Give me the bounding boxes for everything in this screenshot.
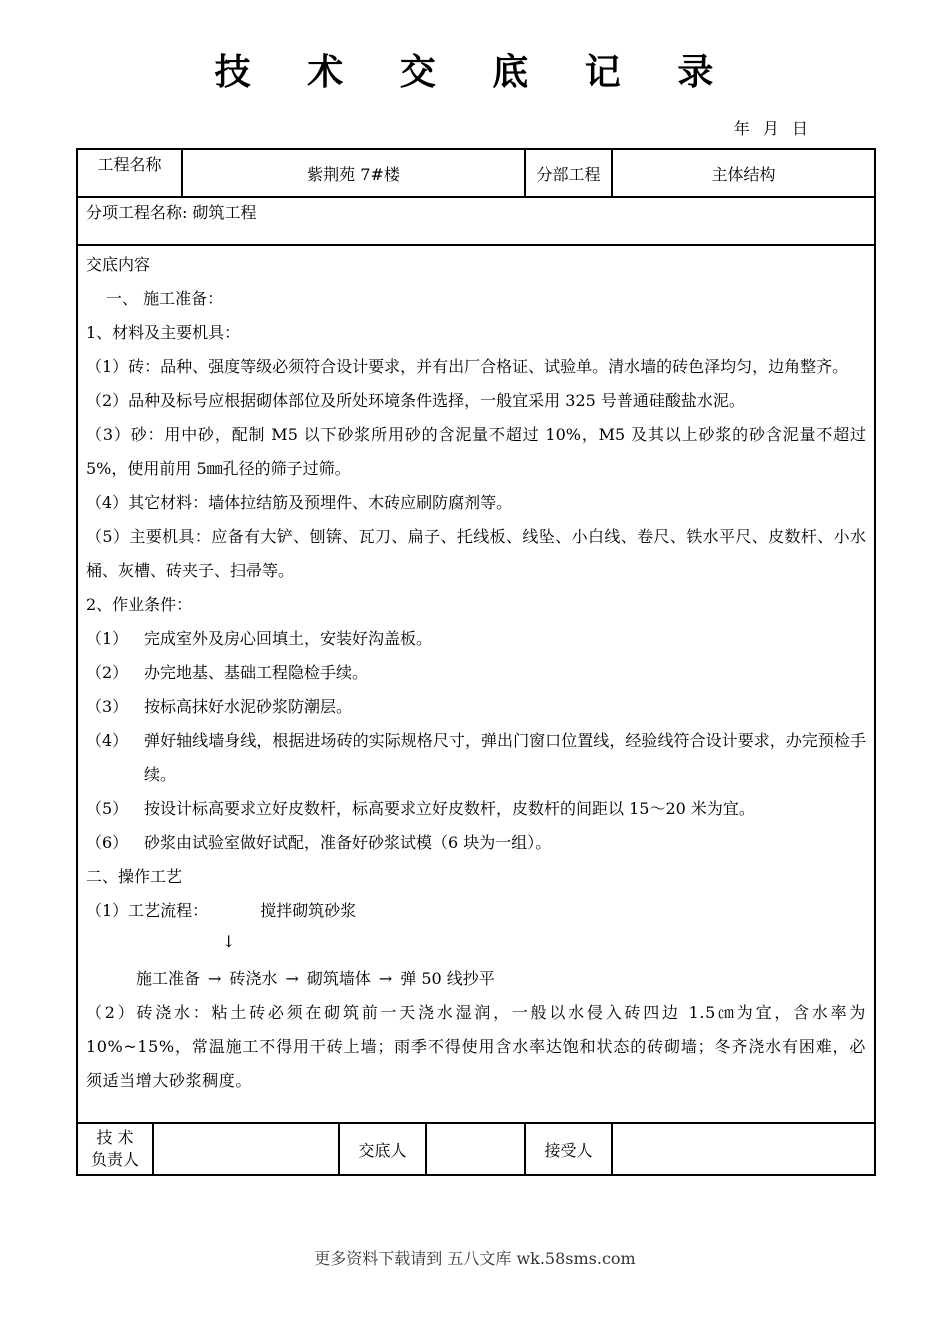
condition-text: 完成室外及房心回填土，安装好沟盖板。 (144, 629, 433, 648)
condition-item (86, 792, 866, 826)
tech-lead-label-line1: 技 术 (96, 1128, 134, 1147)
condition-num: （2） (86, 663, 129, 682)
condition-text: 弹好轴线墙身线，根据进场砖的实际规格尺寸，弹出门窗口位置线，经验线符合设计要求，办完预检手续。 (144, 731, 867, 784)
document-title: 技 术 交 底 记 录 (214, 51, 736, 93)
condition-num: （5） (86, 799, 129, 818)
date-line (726, 116, 808, 139)
condition-num: （3） (86, 697, 129, 716)
content-cell (77, 245, 875, 1123)
section-1-heading: 一、 施工准备： (106, 289, 224, 308)
item-label: 分项工程名称: (86, 203, 188, 222)
receiver-label: 接受人 (525, 1123, 612, 1175)
flow-label: （1）工艺流程： (86, 901, 209, 920)
condition-num: （4） (86, 731, 129, 750)
condition-text: 按设计标高要求立好皮数杆，标高要求立好皮数杆，皮数杆的间距以 15～20 米为宜。 (144, 799, 755, 818)
signature-row (77, 1123, 875, 1175)
arrow-right-icon: → (285, 969, 299, 988)
arrow-down-icon: ↓ (222, 932, 236, 951)
condition-num: （6） (86, 833, 129, 852)
subsection-1-heading: 1、材料及主要机具： (86, 323, 241, 342)
condition-text: 按标高抹好水泥砂浆防潮层。 (144, 697, 353, 716)
section-2-heading: 二、操作工艺 (86, 867, 183, 886)
arrow-right-icon: → (208, 969, 222, 988)
subsection-2-heading: 2、作业条件： (86, 595, 193, 614)
content-heading: 交底内容 (86, 255, 151, 274)
flow-step: 弹 50 线抄平 (400, 969, 495, 988)
date-day: 日 (791, 119, 808, 138)
flow-step: 砌筑墙体 (306, 969, 371, 988)
project-row (77, 149, 875, 197)
flow-top-step: 搅拌砌筑砂浆 (260, 901, 357, 920)
footer-note: 更多资料下载请到 五八文库 wk.58sms.com (314, 1249, 636, 1268)
item-row (77, 197, 875, 245)
arrow-right-icon: → (378, 969, 393, 988)
condition-item (86, 622, 866, 656)
condition-item (86, 656, 866, 690)
flow-steps-line (86, 962, 866, 996)
condition-item (86, 724, 866, 792)
handover-label: 交底人 (339, 1123, 426, 1175)
flow-step: 砖浇水 (229, 969, 278, 988)
tech-lead-signature-field[interactable] (153, 1123, 339, 1175)
handover-signature-field[interactable] (426, 1123, 525, 1175)
condition-text: 砂浆由试验室做好试配，准备好砂浆试模（6 块为一组）。 (144, 833, 552, 852)
condition-item (86, 690, 866, 724)
tech-lead-label-line2: 负责人 (90, 1150, 139, 1169)
paragraph-tools: （5）主要机具：应备有大铲、刨锛、瓦刀、扁子、托线板、线坠、小白线、卷尺、铁水平尺、皮数杆、小水桶、灰槽、砖夹子、扫帚等。 (86, 527, 867, 580)
date-month: 月 (762, 119, 779, 138)
project-name-label: 工程名称 (77, 149, 182, 197)
paragraph-other-materials: （4）其它材料：墙体拉结筋及预埋件、木砖应刷防腐剂等。 (86, 493, 513, 512)
paragraph-sand: （3）砂：用中砂，配制 M5 以下砂浆所用砂的含泥量不超过 10%，M5 及其以上砂浆的砂含泥量不超过 5%，使用前用 5㎜孔径的筛子过筛。 (86, 425, 867, 478)
flow-first-line (86, 894, 866, 928)
condition-item (86, 826, 866, 860)
receiver-signature-field[interactable] (612, 1123, 875, 1175)
condition-num: （1） (86, 629, 129, 648)
item-value: 砌筑工程 (192, 203, 257, 222)
sub-project-label: 分部工程 (525, 149, 612, 197)
tech-lead-label (77, 1123, 153, 1175)
paragraph-brick-watering: （2）砖浇水：粘土砖必须在砌筑前一天浇水湿润，一般以水侵入砖四边 1.5㎝为宜，含水率为 10%~15%，常温施工不得用干砖上墙；雨季不得使用含水率达饱和状态的砖砌墙；冬齐浇水有困难，必须适当增大砂浆稠度。 (86, 1003, 867, 1090)
record-table (76, 148, 876, 1176)
item-cell (77, 197, 875, 245)
date-year: 年 (733, 119, 750, 138)
paragraph-cement: （2）品种及标号应根据砌体部位及所处环境条件选择，一般宜采用 325 号普通硅酸盐水泥。 (86, 391, 745, 410)
flow-down-arrow-row (86, 928, 866, 962)
sub-project-value: 主体结构 (612, 149, 875, 197)
content-row (77, 245, 875, 1123)
project-name-value: 紫荆苑 7#楼 (182, 149, 525, 197)
condition-text: 办完地基、基础工程隐检手续。 (144, 663, 369, 682)
paragraph-bricks: （1）砖：品种、强度等级必须符合设计要求，并有出厂合格证、试验单。清水墙的砖色泽均匀，边角整齐。 (86, 357, 849, 376)
flow-step: 施工准备 (136, 969, 201, 988)
